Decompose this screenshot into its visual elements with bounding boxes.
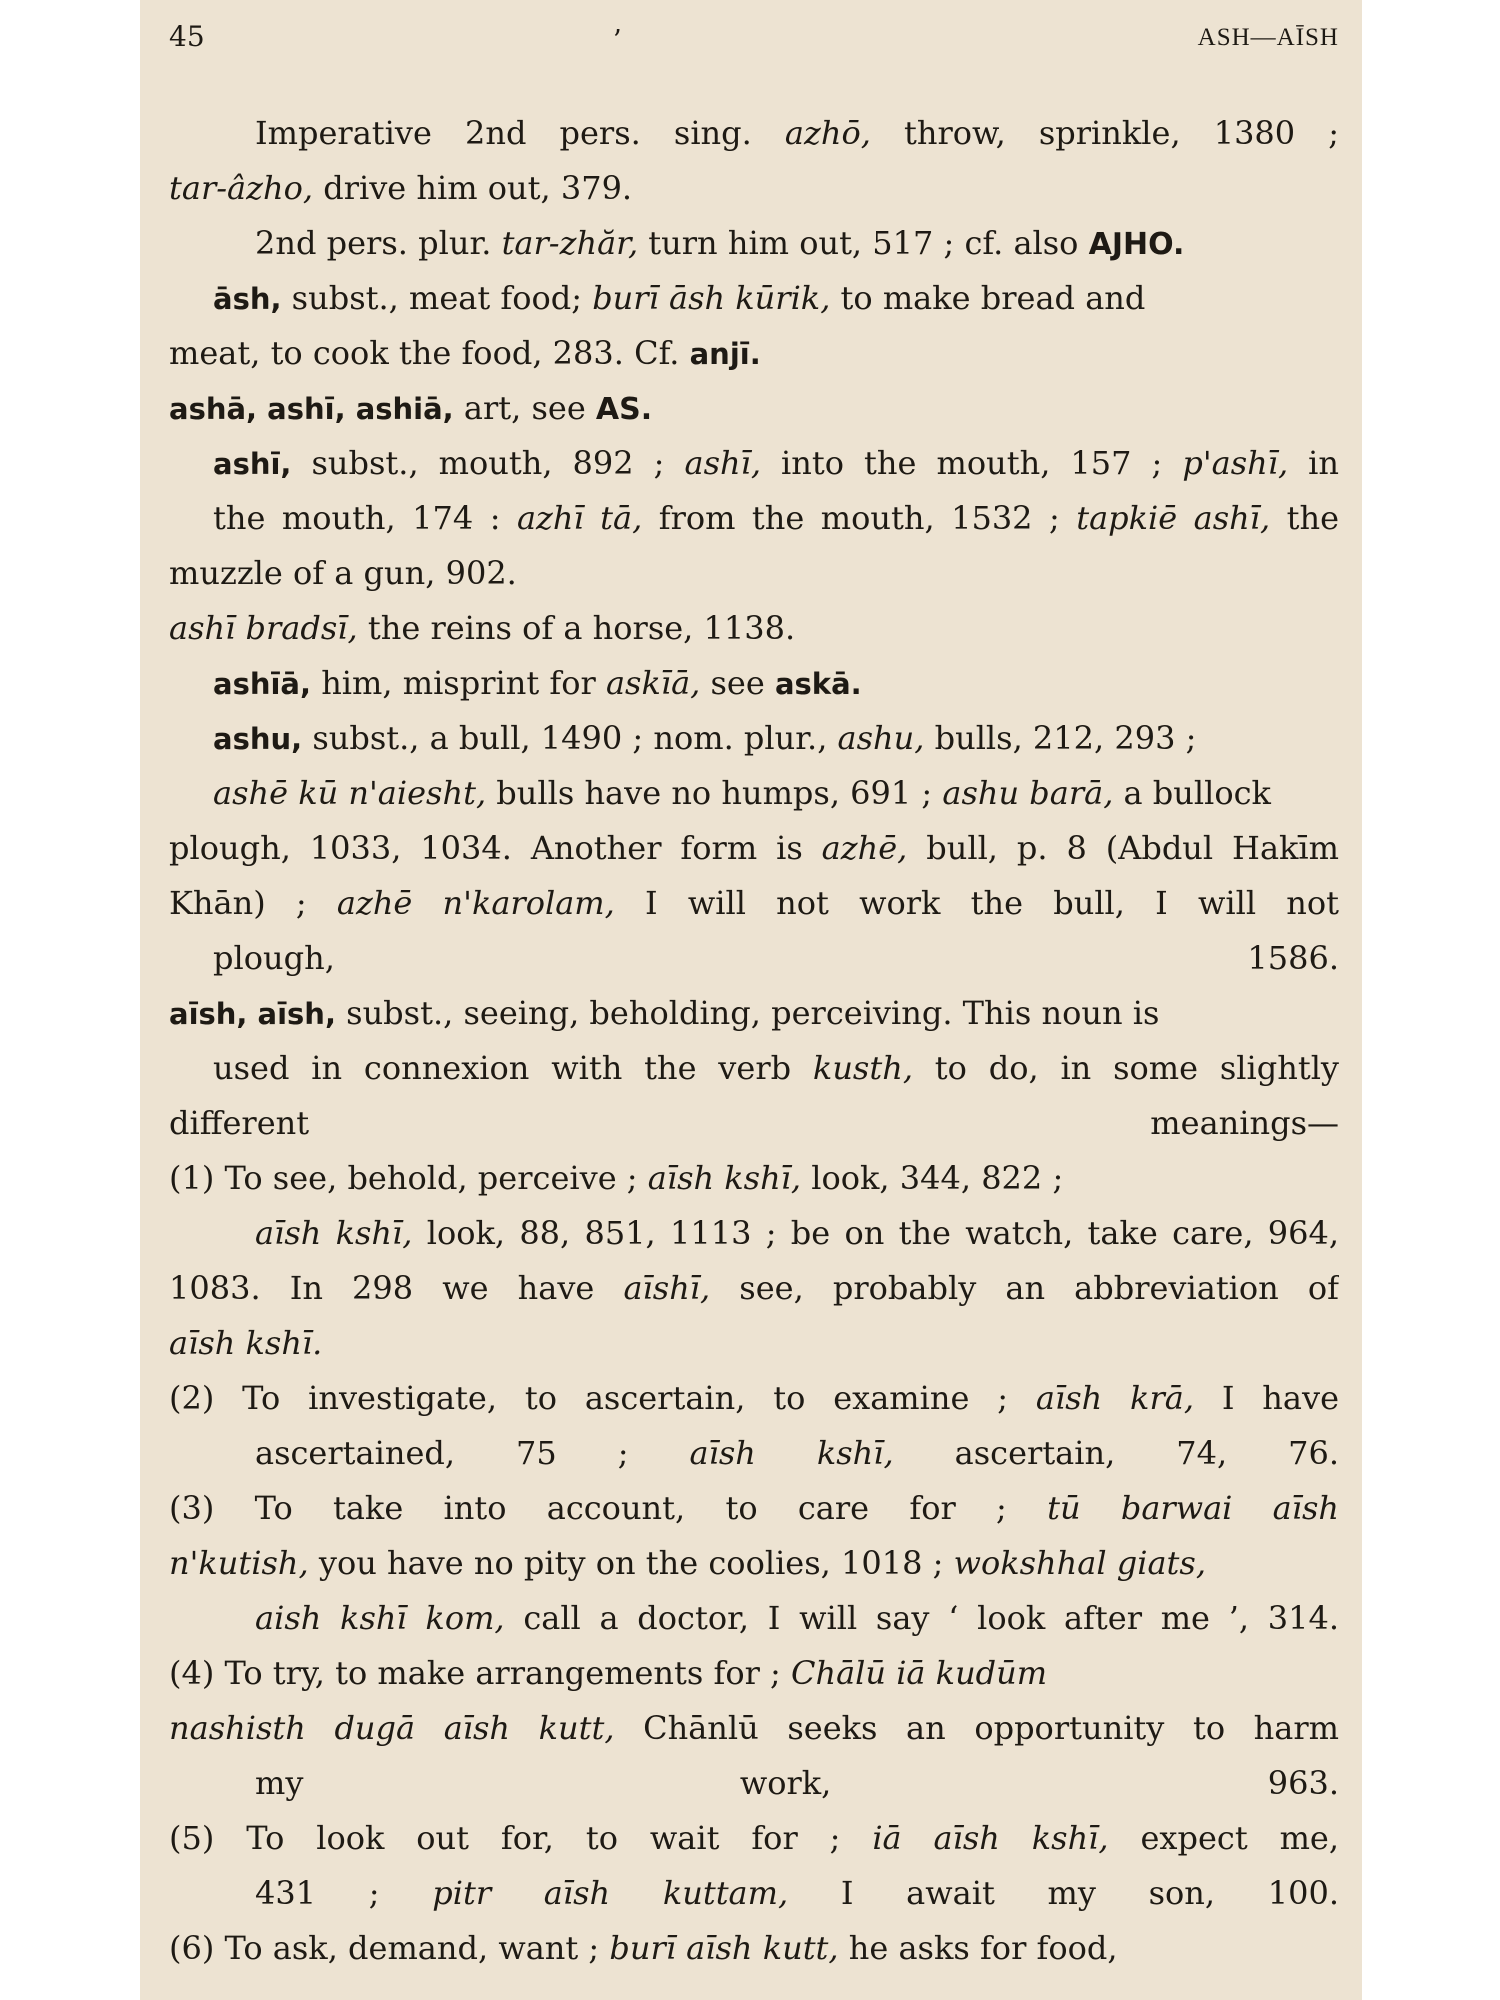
text-line (169, 766, 1339, 821)
gloss-text: a bullock (1113, 774, 1271, 812)
gloss-text: 431 ; (255, 1874, 433, 1912)
gloss-text: I will not work the bull, I will not (614, 884, 1339, 922)
gloss-text: different meanings— (169, 1104, 1339, 1142)
stray-mark: ʼ (612, 24, 621, 57)
text-line (169, 1151, 1339, 1206)
gloss-text: (3) To take into account, to care for ; (169, 1489, 1048, 1527)
text-line (169, 546, 1339, 601)
text-line (169, 1096, 1339, 1151)
gloss-text: (2) To investigate, to ascertain, to examine ; (169, 1379, 1036, 1417)
vernacular-example: ashī bradsī, (169, 609, 358, 647)
text-line (169, 1536, 1339, 1591)
text-line (169, 876, 1339, 931)
vernacular-example: aīsh kshī, (647, 1159, 802, 1197)
running-head: ASH—AĪSH (1197, 24, 1339, 51)
text-line (169, 491, 1339, 546)
vernacular-example: tapkiē ashī, (1076, 499, 1271, 537)
gloss-text: meat, to cook the food, 283. Cf. (169, 334, 690, 372)
vernacular-example: tar-zhăr, (501, 224, 639, 262)
vernacular-example: nashisth dugā aīsh kutt, (169, 1709, 615, 1747)
gloss-text: ascertain, 74, 76. (893, 1434, 1339, 1472)
vernacular-example: aīsh kshī, (689, 1434, 894, 1472)
text-line (169, 1261, 1339, 1316)
vernacular-example: pitr aīsh kuttam, (432, 1874, 789, 1912)
gloss-text: throw, sprinkle, 1380 ; (870, 114, 1339, 152)
vernacular-example: Chālū iā kudūm (791, 1654, 1048, 1692)
text-line (169, 1921, 1339, 1976)
vernacular-example: ashu barā, (942, 774, 1114, 812)
cross-reference: AS. (595, 392, 653, 427)
text-line (169, 711, 1339, 766)
gloss-text: in (1288, 444, 1339, 482)
gloss-text: subst., a bull, 1490 ; nom. plur., (302, 719, 838, 757)
gloss-text: plough, 1586. (213, 939, 1339, 977)
gloss-text: see (700, 664, 775, 702)
vernacular-example: aīsh kshī, (255, 1214, 413, 1252)
page-number: 45 (169, 20, 205, 53)
gloss-text: you have no pity on the coolies, 1018 ; (308, 1544, 954, 1582)
text-line (169, 436, 1339, 491)
gloss-text: my work, 963. (255, 1764, 1339, 1802)
gloss-text: to make bread and (830, 279, 1146, 317)
gloss-text: bull, p. 8 (Abdul Hakīm (907, 829, 1339, 867)
dictionary-entry (169, 106, 1339, 271)
vernacular-example: tar-âzho, (169, 169, 314, 207)
text-line (169, 1316, 1339, 1371)
text-line (169, 216, 1339, 271)
gloss-text: used in connexion with the verb (213, 1049, 813, 1087)
gloss-text: from the mouth, 1532 ; (642, 499, 1077, 537)
text-line (169, 161, 1339, 216)
text-line (169, 986, 1339, 1041)
page-header (169, 20, 1339, 64)
vernacular-example: n'kutish, (169, 1544, 309, 1582)
vernacular-example: azhē, (821, 829, 908, 867)
gloss-text: to do, in some slightly (912, 1049, 1339, 1087)
headword: ashu, (213, 722, 303, 756)
gloss-text: muzzle of a gun, 902. (169, 554, 517, 592)
gloss-text: the mouth, 174 : (213, 499, 517, 537)
vernacular-example: ashī, (684, 444, 762, 482)
headword: ashī, (213, 447, 292, 481)
headword: āsh, (213, 282, 282, 316)
gloss-text: bulls, 212, 293 ; (924, 719, 1197, 757)
dictionary-entry (169, 711, 1339, 986)
gloss-text: the reins of a horse, 1138. (357, 609, 796, 647)
text-line (169, 1756, 1339, 1811)
text-line (169, 1426, 1339, 1481)
vernacular-example: ashē kū n'aiesht, (213, 774, 487, 812)
vernacular-example: iā aīsh kshī, (872, 1819, 1109, 1857)
dictionary-text (169, 106, 1339, 1976)
text-line (169, 821, 1339, 876)
gloss-text: I await my son, 100. (788, 1874, 1339, 1912)
headword: ashīā, (213, 667, 312, 701)
text-line (169, 106, 1339, 161)
text-line (169, 1206, 1339, 1261)
gloss-text: call a doctor, I will say ‘ look after me ’, 314. (504, 1599, 1339, 1637)
text-line (169, 1866, 1339, 1921)
vernacular-example: kusth, (812, 1049, 913, 1087)
gloss-text: subst., mouth, 892 ; (291, 444, 685, 482)
gloss-text: drive him out, 379. (313, 169, 633, 207)
headword: ashā, ashī, ashiā, (169, 392, 454, 426)
vernacular-example: askīā, (605, 664, 701, 702)
gloss-text: turn him out, 517 ; cf. also (638, 224, 1089, 262)
gloss-text: (1) To see, behold, perceive ; (169, 1159, 648, 1197)
text-line (169, 271, 1339, 326)
text-line (169, 1371, 1339, 1426)
gloss-text: subst., seeing, beholding, perceiving. This noun is (335, 994, 1160, 1032)
vernacular-example: tū barwai aīsh (1047, 1489, 1339, 1527)
gloss-text: Chānlū seeks an opportunity to harm (614, 1709, 1339, 1747)
gloss-text: ascertained, 75 ; (255, 1434, 690, 1472)
gloss-text: subst., meat food; (281, 279, 593, 317)
cross-reference: AJHO. (1088, 227, 1185, 262)
gloss-text: Imperative 2nd pers. sing. (255, 114, 785, 152)
dictionary-entry (169, 271, 1339, 381)
text-line (169, 1591, 1339, 1646)
text-line (169, 931, 1339, 986)
gloss-text: into the mouth, 157 ; (761, 444, 1183, 482)
vernacular-example: ashu, (837, 719, 925, 757)
vernacular-example: burī āsh kūrik, (592, 279, 831, 317)
text-line (169, 326, 1339, 381)
gloss-text: Khān) ; (169, 884, 337, 922)
text-line (169, 601, 1339, 656)
gloss-text: plough, 1033, 1034. Another form is (169, 829, 822, 867)
dictionary-entry (169, 656, 1339, 711)
gloss-text: look, 88, 851, 1113 ; be on the watch, take care, 964, (412, 1214, 1339, 1252)
vernacular-example: azhī tā, (516, 499, 643, 537)
gloss-text: the (1270, 499, 1339, 537)
text-line (169, 1811, 1339, 1866)
vernacular-example: p'ashī, (1182, 444, 1289, 482)
gloss-text: I have (1194, 1379, 1339, 1417)
gloss-text: 2nd pers. plur. (255, 224, 502, 262)
dictionary-entry (169, 986, 1339, 1976)
gloss-text: (6) To ask, demand, want ; (169, 1929, 610, 1967)
book-page (140, 0, 1362, 2000)
text-line (169, 1701, 1339, 1756)
vernacular-example: wokshhal giats, (953, 1544, 1206, 1582)
text-line (169, 1481, 1339, 1536)
gloss-text: he asks for food, (838, 1929, 1118, 1967)
text-line (169, 1646, 1339, 1701)
vernacular-example: aīsh kshī. (169, 1324, 323, 1362)
gloss-text: bulls have no humps, 691 ; (486, 774, 943, 812)
vernacular-example: aish kshī kom, (255, 1599, 505, 1637)
vernacular-example: aīshī, (623, 1269, 711, 1307)
gloss-text: him, misprint for (311, 664, 606, 702)
dictionary-entry (169, 381, 1339, 436)
vernacular-example: azhē n'karolam, (336, 884, 615, 922)
text-line (169, 656, 1339, 711)
text-line (169, 381, 1339, 436)
gloss-text: (5) To look out for, to wait for ; (169, 1819, 873, 1857)
dictionary-entry (169, 436, 1339, 656)
gloss-text: art, see (453, 389, 596, 427)
headword: aīsh, aīsh, (169, 997, 336, 1031)
gloss-text: look, 344, 822 ; (801, 1159, 1064, 1197)
gloss-text: (4) To try, to make arrangements for ; (169, 1654, 791, 1692)
gloss-text: expect me, (1108, 1819, 1339, 1857)
text-line (169, 1041, 1339, 1096)
headword: anjī. (689, 337, 761, 371)
vernacular-example: burī aīsh kutt, (609, 1929, 839, 1967)
gloss-text: 1083. In 298 we have (169, 1269, 624, 1307)
headword: askā. (774, 667, 862, 701)
vernacular-example: aīsh krā, (1035, 1379, 1194, 1417)
gloss-text: see, probably an abbreviation of (710, 1269, 1339, 1307)
vernacular-example: azhō, (784, 114, 871, 152)
